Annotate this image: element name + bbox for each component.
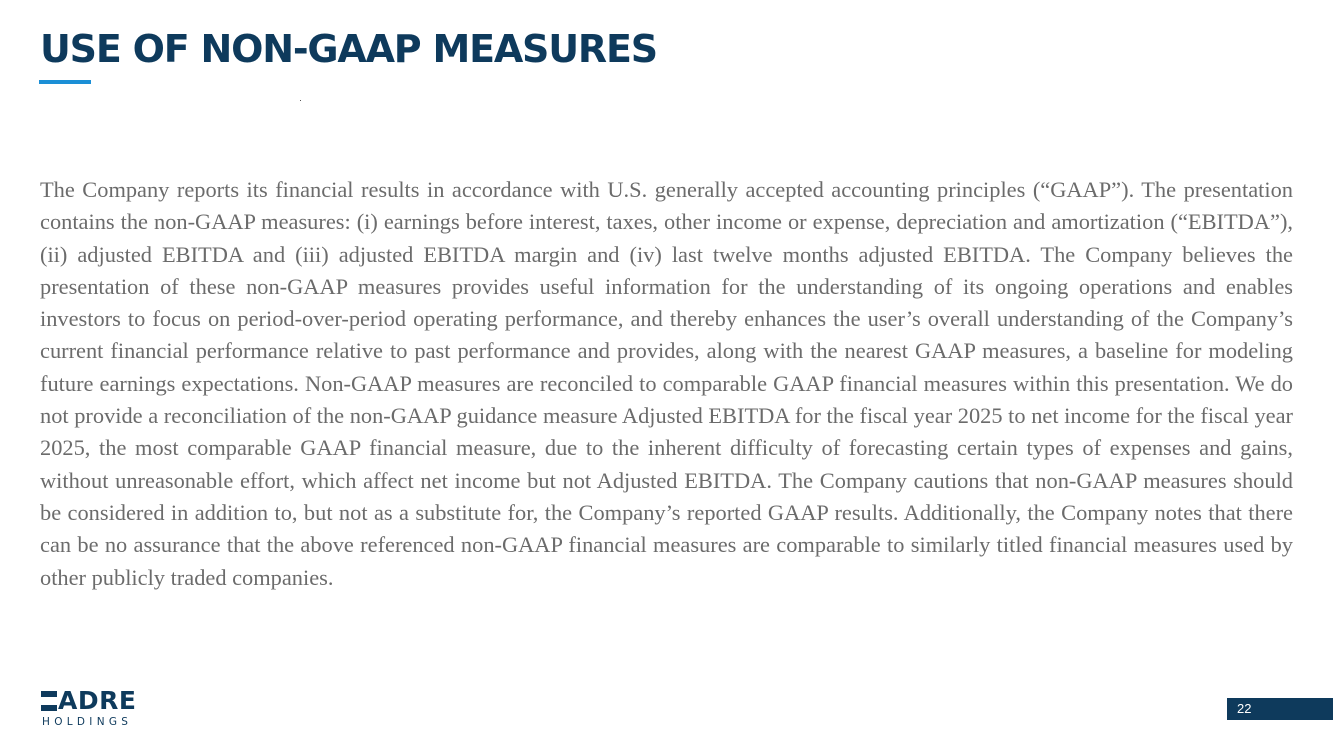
page-title: USE OF NON-GAAP MEASURES	[40, 27, 657, 71]
body-paragraph: The Company reports its financial results in accordance with U.S. generally accepted accounting principles (“GAAP”). The presentation contains the non-GAAP measures: (i) earnings before interest, taxes, other income or expense, depreciation and amortization (“EBITDA”), (ii) adjusted EBITDA and (iii) adjusted EBITDA margin and (iv) last twelve months adjusted EBITDA. The Company believes the presentation of these non-GAAP measures provides useful information for the understanding of its ongoing operations and enables investors to focus on period-over-period operating performance, and thereby enhances the user’s overall understanding of the Company’s current financial performance relative to past performance and provides, along with the nearest GAAP measures, a baseline for modeling future earnings expectations. Non-GAAP measures are reconciled to comparable GAAP financial measures within this presentation. We do not provide a reconciliation of the non-GAAP guidance measure Adjusted EBITDA for the fiscal year 2025 to net income for the fiscal year 2025, the most comparable GAAP financial measure, due to the inherent difficulty of forecasting certain types of expenses and gains, without unreasonable effort, which affect net income but not Adjusted EBITDA. The Company cautions that non-GAAP measures should be considered in addition to, but not as a substitute for, the Company’s reported GAAP results. Additionally, the Company notes that there can be no assurance that the above referenced non-GAAP financial measures are comparable to similarly titled financial measures used by other publicly traded companies.	[40, 177, 1293, 590]
page-number: 22	[1237, 701, 1252, 716]
cadre-holdings-logo	[41, 688, 151, 730]
logo-subtitle: HOLDINGS	[42, 716, 133, 728]
logo-wordmark: ADRE	[58, 686, 137, 715]
cadre-c-mark-icon	[41, 688, 55, 714]
stray-dot	[300, 100, 301, 101]
title-underline	[39, 80, 91, 84]
page-number-box	[1227, 698, 1333, 720]
